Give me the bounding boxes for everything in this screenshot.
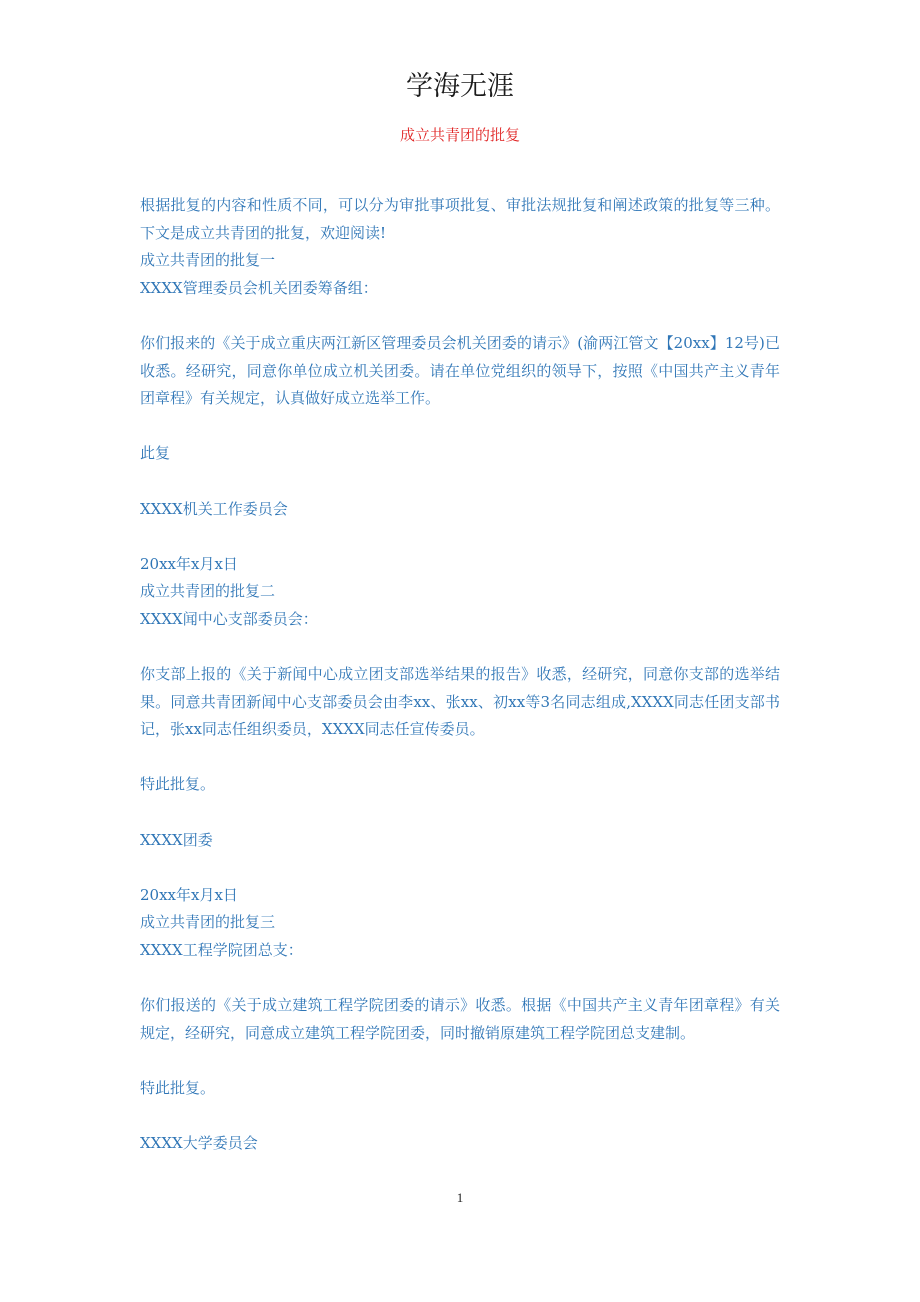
spacer — [140, 1103, 780, 1131]
page-header: 学海无涯 — [406, 71, 514, 102]
reply1-heading: 成立共青团的批复一 — [140, 251, 276, 270]
spacer — [140, 1047, 780, 1075]
reply1-body: 你们报来的《关于成立重庆两江新区管理委员会机关团委的请示》(渝两江管文【20xx】12号)已收悉。经研究，同意你单位成立机关团委。请在单位党组织的领导下，按照《中国共产主义青年团章程》有关规定，认真做好成立选举工作。 — [140, 333, 780, 408]
reply2-date: 20xx年x月x日 — [140, 885, 238, 904]
page-number: 1 — [456, 1190, 464, 1205]
spacer — [140, 302, 780, 330]
reply1-closing: 此复 — [140, 444, 171, 463]
reply2-addressee: XXXX闻中心支部委员会： — [140, 609, 318, 628]
spacer — [140, 799, 780, 827]
reply1-date: 20xx年x月x日 — [140, 554, 238, 573]
intro-paragraph: 根据批复的内容和性质不同，可以分为审批事项批复、审批法规批复和阐述政策的批复等三种。下文是成立共青团的批复，欢迎阅读! — [140, 196, 780, 242]
spacer — [140, 634, 780, 662]
reply1-addressee: XXXX管理委员会机关团委筹备组： — [140, 278, 378, 297]
spacer — [140, 744, 780, 772]
reply3-signature: XXXX大学委员会 — [140, 1134, 258, 1153]
spacer — [140, 523, 780, 551]
reply3-heading: 成立共青团的批复三 — [140, 913, 276, 932]
document-body — [140, 192, 780, 1158]
reply3-closing: 特此批复。 — [140, 1079, 216, 1097]
spacer — [140, 468, 780, 496]
reply2-closing: 特此批复。 — [140, 775, 216, 794]
reply1-signature: XXXX机关工作委员会 — [140, 499, 288, 518]
reply3-addressee: XXXX工程学院团总支： — [140, 941, 303, 960]
document-title: 成立共青团的批复 — [399, 126, 520, 144]
spacer — [140, 965, 780, 993]
reply2-signature: XXXX团委 — [140, 830, 213, 849]
reply2-body: 你支部上报的《关于新闻中心成立团支部选举结果的报告》收悉，经研究，同意你支部的选举结果。同意共青团新闻中心支部委员会由李xx、张xx、初xx等3名同志组成,XXXX同志任团支部书记，张xx同志任组织委员，XXXX同志任宣传委员。 — [140, 665, 780, 739]
reply3-body: 你们报送的《关于成立建筑工程学院团委的请示》收悉。根据《中国共产主义青年团章程》有关规定，经研究，同意成立建筑工程学院团委，同时撤销原建筑工程学院团总支建制。 — [140, 996, 780, 1042]
reply2-heading: 成立共青团的批复二 — [140, 582, 276, 601]
spacer — [140, 413, 780, 441]
spacer — [140, 854, 780, 882]
